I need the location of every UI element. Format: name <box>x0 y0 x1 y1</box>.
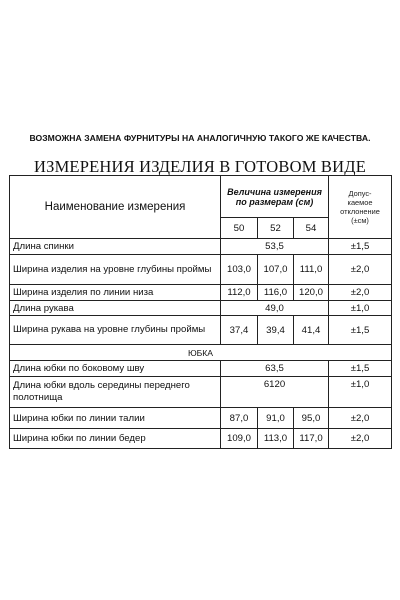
header-name-cell: Наименование измерения <box>10 176 221 239</box>
row-name: Длина юбки по боковому шву <box>10 361 221 377</box>
row-value-52: 113,0 <box>258 429 294 449</box>
header-sizes-cell <box>221 176 329 218</box>
section-skirt-heading: ЮБКА <box>10 345 392 361</box>
header-sizes-line1: Величина измерения <box>227 186 322 197</box>
table-row <box>10 377 392 408</box>
table-title: ИЗМЕРЕНИЯ ИЗДЕЛИЯ В ГОТОВОМ ВИДЕ <box>33 157 366 176</box>
table-row <box>10 408 392 429</box>
row-value-50: 103,0 <box>221 255 258 285</box>
table-row <box>10 239 392 255</box>
row-value-50: 112,0 <box>221 285 258 301</box>
row-name: Длина рукава <box>10 301 221 316</box>
row-name: Ширина изделия по линии низа <box>10 285 221 301</box>
header-tolerance-line4: (±см) <box>351 216 369 225</box>
row-value-50: 87,0 <box>221 408 258 429</box>
row-value-54: 120,0 <box>294 285 329 301</box>
size-col-50: 50 <box>221 218 258 239</box>
row-tolerance: ±1,0 <box>329 301 392 316</box>
table-row <box>10 301 392 316</box>
table-row <box>10 285 392 301</box>
row-tolerance: ±1,0 <box>329 377 392 408</box>
table-row <box>10 361 392 377</box>
row-tolerance: ±2,0 <box>329 255 392 285</box>
header-row <box>10 176 392 218</box>
row-merged-value: 49,0 <box>221 301 329 316</box>
table-row <box>10 429 392 449</box>
header-sizes-line2: по размерам (см) <box>235 196 314 207</box>
row-value-52: 107,0 <box>258 255 294 285</box>
row-merged-value: 6120 <box>221 377 329 408</box>
measurement-table <box>9 175 392 449</box>
row-value-54: 41,4 <box>294 316 329 345</box>
row-tolerance: ±1,5 <box>329 316 392 345</box>
row-value-50: 109,0 <box>221 429 258 449</box>
row-name: Длина юбки вдоль середины переднего полотнища <box>10 377 221 408</box>
row-value-54: 117,0 <box>294 429 329 449</box>
row-tolerance: ±2,0 <box>329 285 392 301</box>
row-name: Длина спинки <box>10 239 221 255</box>
replacement-notice: ВОЗМОЖНА ЗАМЕНА ФУРНИТУРЫ НА АНАЛОГИЧНУЮ ТАКОГО ЖЕ КАЧЕСТВА. <box>29 133 371 143</box>
header-tolerance-line3: отклонение <box>340 207 380 216</box>
row-value-50: 37,4 <box>221 316 258 345</box>
section-row <box>10 345 392 361</box>
row-value-52: 116,0 <box>258 285 294 301</box>
table-row <box>10 316 392 345</box>
row-tolerance: ±2,0 <box>329 408 392 429</box>
row-tolerance: ±1,5 <box>329 239 392 255</box>
row-value-52: 39,4 <box>258 316 294 345</box>
row-merged-value: 63,5 <box>221 361 329 377</box>
row-merged-value: 53,5 <box>221 239 329 255</box>
row-name: Ширина рукава на уровне глубины проймы <box>10 316 221 345</box>
header-tolerance-cell <box>329 176 392 239</box>
row-name: Ширина изделия на уровне глубины проймы <box>10 255 221 285</box>
size-col-54: 54 <box>294 218 329 239</box>
row-tolerance: ±1,5 <box>329 361 392 377</box>
row-value-54: 111,0 <box>294 255 329 285</box>
row-name: Ширина юбки по линии талии <box>10 408 221 429</box>
row-value-52: 91,0 <box>258 408 294 429</box>
header-tolerance-line2: каемое <box>347 198 373 207</box>
row-value-54: 95,0 <box>294 408 329 429</box>
row-tolerance: ±2,0 <box>329 429 392 449</box>
size-col-52: 52 <box>258 218 294 239</box>
row-name: Ширина юбки по линии бедер <box>10 429 221 449</box>
header-tolerance-line1: Допус- <box>348 189 372 198</box>
table-row <box>10 255 392 285</box>
